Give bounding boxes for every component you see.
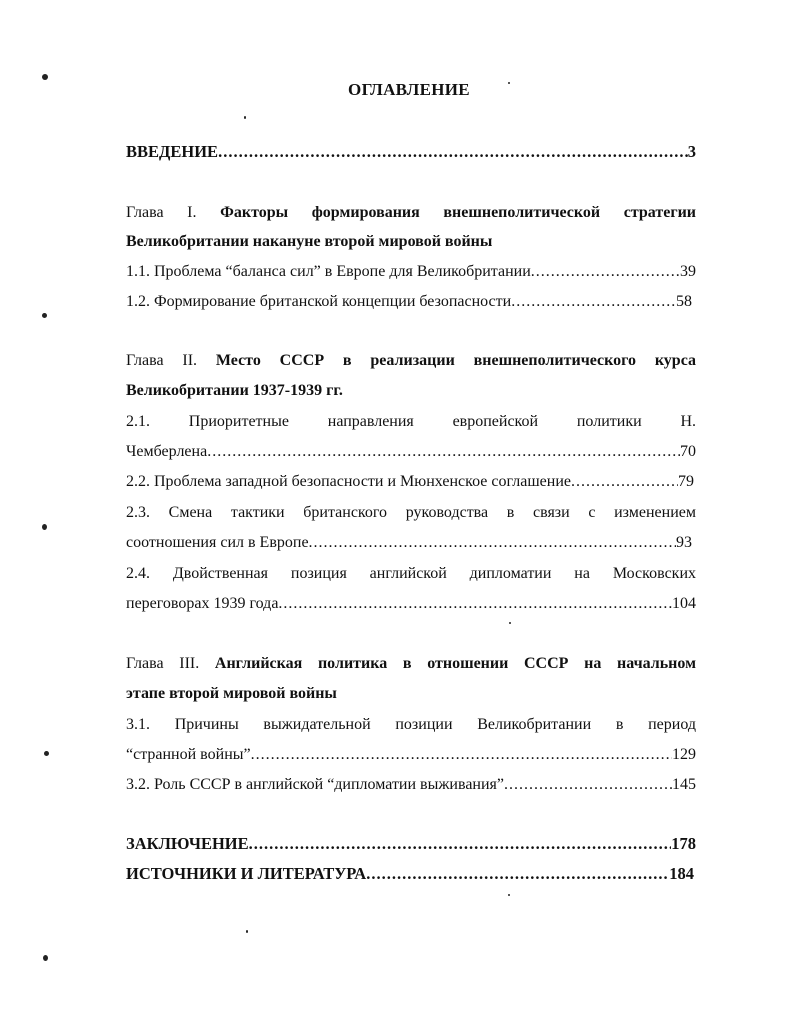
scan-speck <box>42 313 47 318</box>
toc-entry-page: 39 <box>680 263 696 280</box>
toc-entry-label: 1.2. Формирование британской концепции безопасности <box>126 293 512 310</box>
toc-entry-page: 70 <box>680 443 696 460</box>
toc-entry-page: 104 <box>672 595 696 612</box>
chapter-prefix: Глава I. <box>126 204 197 221</box>
leader-dots <box>251 745 672 765</box>
toc-entry-2-4-line2[interactable] <box>126 594 696 614</box>
toc-entry-page: 93 <box>676 534 692 551</box>
toc-entry-label: Чемберлена <box>126 443 208 460</box>
toc-entry-label: переговорах 1939 года <box>126 595 279 612</box>
toc-entry-2-3-line2[interactable] <box>126 533 692 553</box>
chapter-3-heading <box>126 654 696 674</box>
toc-entry-label: 1.1. Проблема “баланса сил” в Европе для Великобритании <box>126 263 531 280</box>
toc-entry-2-1-line1[interactable]: 2.1. Приоритетные направления европейской политики Н. <box>126 413 696 430</box>
scan-speck <box>42 74 48 80</box>
toc-entry-3-2[interactable] <box>126 775 696 795</box>
toc-entry-label: ЗАКЛЮЧЕНИЕ <box>126 834 249 853</box>
chapter-prefix: Глава II. <box>126 352 198 369</box>
toc-entry-label: соотношения сил в Европе <box>126 534 309 551</box>
scan-speck <box>43 955 48 961</box>
toc-entry-2-4-line1[interactable]: 2.4. Двойственная позиция английской дипломатии на Московских <box>126 565 696 582</box>
toc-entry-label: ВВЕДЕНИЕ <box>126 142 219 161</box>
scan-speck <box>508 82 510 84</box>
toc-entry-page: 79 <box>678 473 694 490</box>
toc-entry-label: 2.2. Проблема западной безопасности и Мюнхенское соглашение <box>126 473 571 490</box>
chapter-title-line2: Великобритании накануне второй мировой войны <box>126 233 493 250</box>
chapter-title-line2: Великобритании 1937-1939 гг. <box>126 382 343 399</box>
leader-dots <box>218 142 688 162</box>
toc-entry-conclusion[interactable] <box>126 834 696 854</box>
chapter-title-line2: этапе второй мировой войны <box>126 685 337 702</box>
leader-dots <box>504 775 672 795</box>
toc-entry-page: 3 <box>687 142 696 161</box>
toc-entry-3-1-line2[interactable] <box>126 745 696 765</box>
toc-entry-1-2[interactable] <box>126 292 692 312</box>
toc-entry-page: 58 <box>676 293 692 310</box>
toc-entry-1-1[interactable] <box>126 262 696 282</box>
chapter-title-line1: Английская политика в отношении СССР на начальном <box>214 655 696 672</box>
toc-entry-page: 178 <box>671 834 696 853</box>
scan-speck <box>42 524 47 530</box>
toc-entry-sources[interactable] <box>126 864 694 884</box>
leader-dots <box>571 472 678 492</box>
chapter-2-heading <box>126 351 696 371</box>
leader-dots <box>249 834 672 854</box>
scan-speck <box>509 622 511 624</box>
leader-dots <box>278 594 672 614</box>
toc-entry-label: “странной войны” <box>126 746 251 763</box>
toc-entry-page: 184 <box>669 864 694 883</box>
toc-entry-2-3-line1[interactable]: 2.3. Смена тактики британского руководства в связи с изменением <box>126 504 696 521</box>
leader-dots <box>366 864 669 884</box>
chapter-title-line1: Факторы формирования внешнеполитической стратегии <box>220 204 696 221</box>
scan-speck <box>44 751 49 756</box>
toc-entry-page: 129 <box>672 746 696 763</box>
toc-entry-2-2[interactable] <box>126 472 694 492</box>
leader-dots <box>511 292 676 312</box>
leader-dots <box>309 533 676 553</box>
scan-speck <box>244 116 246 119</box>
toc-entry-2-1-line2[interactable] <box>126 442 696 462</box>
toc-entry-3-1-line1[interactable]: 3.1. Причины выжидательной позиции Великобритании в период <box>126 716 696 733</box>
page-title: ОГЛАВЛЕНИЕ <box>348 80 470 99</box>
chapter-title-line1: Место СССР в реализации внешнеполитического курса <box>215 352 696 369</box>
leader-dots <box>207 442 680 462</box>
toc-entry-page: 145 <box>672 776 696 793</box>
toc-entry-label: 3.2. Роль СССР в английской “дипломатии выживания” <box>126 776 505 793</box>
scan-speck <box>246 930 248 933</box>
chapter-prefix: Глава III. <box>126 655 200 672</box>
chapter-1-heading <box>126 203 696 223</box>
toc-entry-label: ИСТОЧНИКИ И ЛИТЕРАТУРА <box>126 864 367 883</box>
scan-speck <box>508 894 510 896</box>
toc-entry-intro[interactable] <box>126 142 696 162</box>
leader-dots <box>531 262 680 282</box>
